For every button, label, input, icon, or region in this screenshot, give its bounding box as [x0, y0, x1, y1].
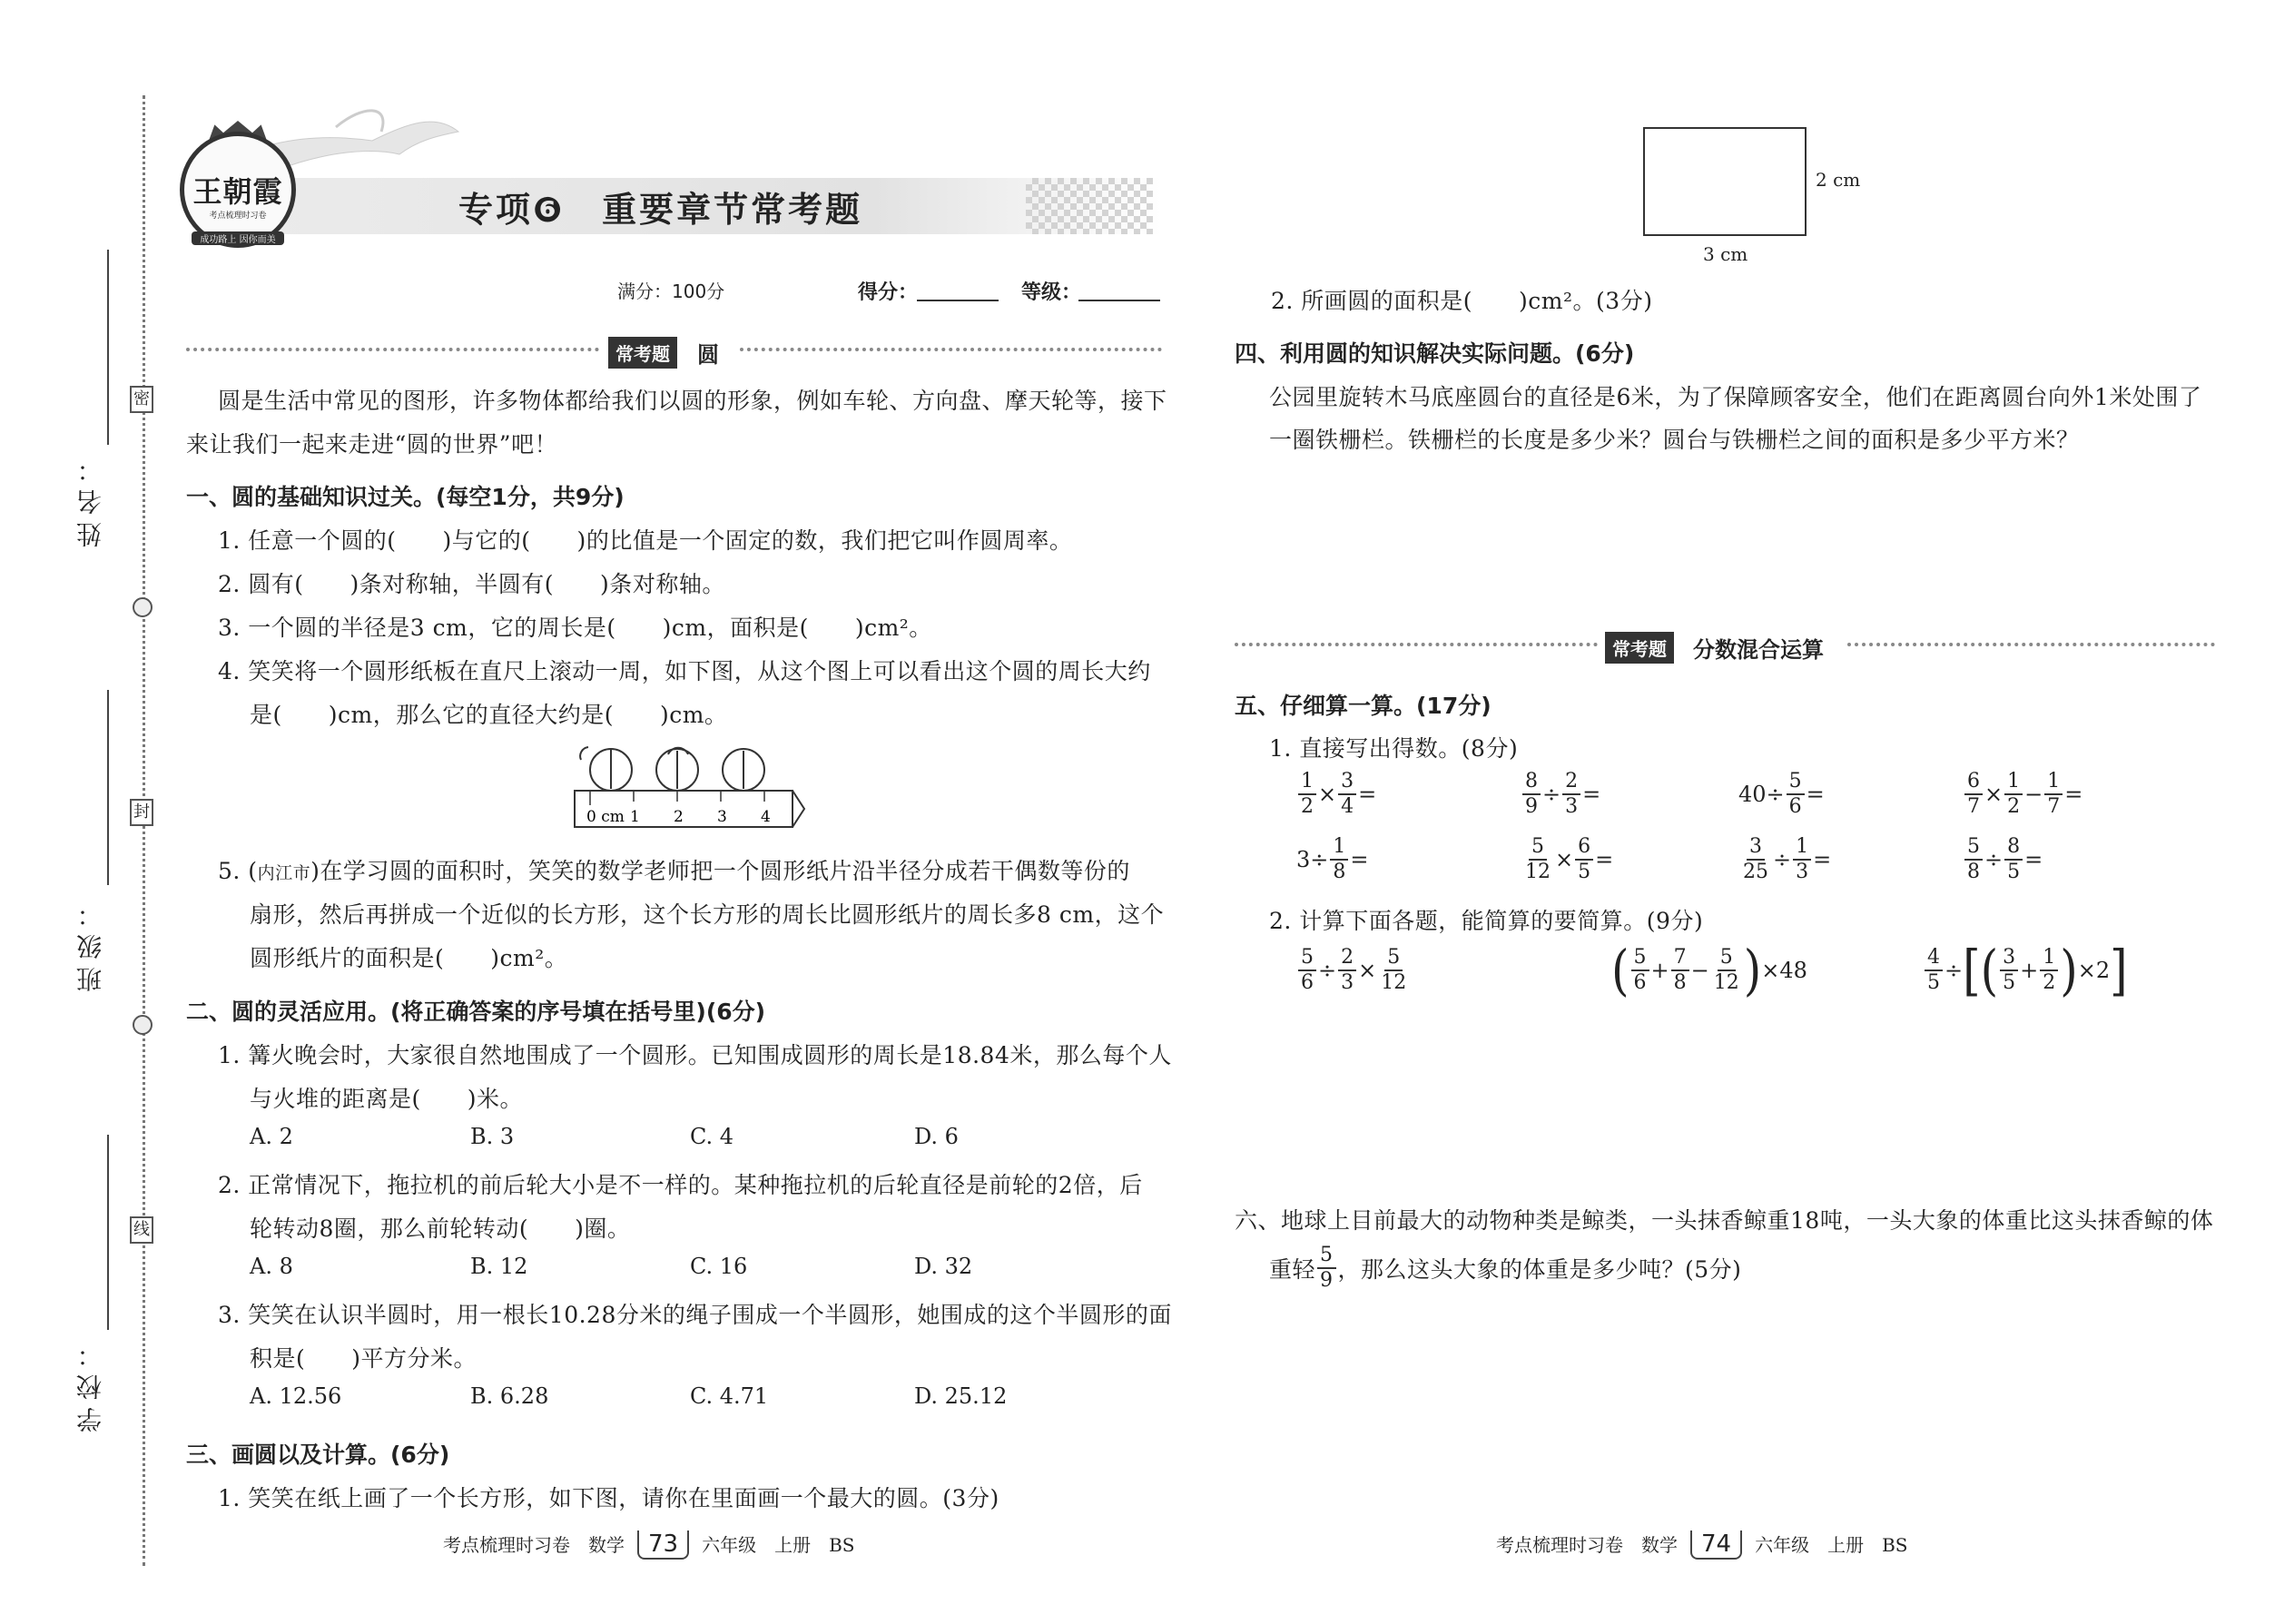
score-label: 得分： [858, 281, 919, 304]
score-blank [917, 281, 999, 301]
ruler-label: 0 cm [586, 808, 625, 826]
part1-q4-line1: 4. 笑笑将一个圆形纸板在直尺上滚动一周，如下图，从这个图上可以看出这个圆的周长大约 [218, 658, 1151, 684]
option-d: D. 32 [914, 1254, 973, 1279]
section-divider-left [1235, 643, 1598, 652]
option-d: D. 6 [914, 1124, 959, 1149]
part6-line2: 重轻 $\frac{5}{9}$ ，那么这头大象的体重是多少吨？(5分) [1269, 1244, 1742, 1292]
section-divider-left [186, 348, 599, 357]
calc-expression-1: $\frac{5}{6}$ ÷ $\frac{2}{3}$ × $\frac{5}{12}$ [1296, 946, 1411, 995]
binding-hole-icon [133, 597, 153, 617]
ruler-label: 4 [761, 808, 771, 826]
page-number: 73 [637, 1530, 689, 1560]
rolling-circle-ruler-figure [570, 740, 811, 840]
part1-q2: 2. 圆有( )条对称轴，半圆有( )条对称轴。 [218, 571, 725, 597]
name-write-line [107, 250, 109, 445]
part2-heading: 二、圆的灵活应用。(将正确答案的序号填在括号里)(6分) [186, 999, 766, 1025]
section-divider-right [1847, 643, 2215, 652]
option-a: A. 8 [250, 1254, 293, 1279]
calc-item: $\frac{5}{12}$ × $\frac{6}{5}$ = [1525, 835, 1614, 883]
part1-heading: 一、圆的基础知识过关。(每空1分，共9分) [186, 484, 625, 510]
part4-line2: 一圈铁栅栏。铁栅栏的长度是多少米？圆台与铁栅栏之间的面积是多少平方米？ [1269, 427, 2080, 453]
option-b: B. 12 [470, 1254, 528, 1279]
page-title: 专项❻ 重要章节常考题 [458, 190, 863, 230]
part4-line1: 公园里旋转木马底座圆台的直径是6米，为了保障顾客安全，他们在距离圆台向外1米处围了 [1269, 384, 2202, 410]
calc-item: 3 ÷ $\frac{1}{8}$ = [1296, 835, 1369, 883]
option-a: A. 2 [250, 1124, 293, 1149]
option-a: A. 12.56 [250, 1383, 342, 1409]
rectangle-figure [1643, 127, 1807, 236]
binding-dotted-line [143, 95, 145, 1566]
calc-item: $\frac{1}{2}$ × $\frac{3}{4}$ = [1296, 770, 1376, 819]
part3-q1: 1. 笑笑在纸上画了一个长方形，如下图，请你在里面画一个最大的圆。(3分) [218, 1485, 999, 1511]
section-name: 分数混合运算 [1693, 637, 1824, 663]
logo-subtext: 考点梳理时习卷 [209, 212, 267, 221]
part1-q3: 3. 一个圆的半径是3 cm，它的周长是( )cm，面积是( )cm²。 [218, 615, 932, 641]
calc-item: $\frac{8}{9}$ ÷ $\frac{2}{3}$ = [1521, 770, 1600, 819]
school-label: 学校： [75, 1334, 105, 1432]
part1-q1: 1. 任意一个圆的( )与它的( )的比值是一个固定的数，我们把它叫作圆周率。 [218, 527, 1073, 554]
intro-line-1: 圆是生活中常见的图形，许多物体都给我们以圆的形象，例如车轮、方向盘、摩天轮等，接下 [218, 388, 1167, 414]
footer-book: 考点梳理时习卷 数学 [443, 1534, 625, 1556]
part5-heading: 五、仔细算一算。(17分) [1235, 693, 1492, 719]
part5-sub1: 1. 直接写出得数。(8分) [1269, 735, 1519, 762]
logo-text: 王朝霞 [192, 174, 283, 209]
grade-label: 等级： [1021, 281, 1082, 304]
full-score: 满分：100分 [617, 281, 725, 302]
part1-q5-line1: 5. (内江市)在学习圆的面积时，笑笑的数学老师把一个圆形纸片沿半径分成若干偶数等份的 [218, 858, 1130, 884]
name-label: 姓名： [75, 449, 105, 547]
calc-item: $\frac{6}{7}$ × $\frac{1}{2}$ − $\frac{1}{7}$ = [1963, 770, 2082, 819]
part2-q3-line1: 3. 笑笑在认识半圆时，用一根长10.28分米的绳子围成一个半圆形，她围成的这个半圆形的面 [218, 1302, 1172, 1328]
section-tag: 常考题 [608, 337, 677, 369]
ruler-label: 2 [674, 808, 684, 826]
footer-book: 考点梳理时习卷 数学 [1496, 1534, 1678, 1556]
section-tag: 常考题 [1605, 632, 1674, 664]
binding-hole-icon [133, 1015, 153, 1035]
part1-q4-line2: 是( )cm，那么它的直径大约是( )cm。 [250, 702, 728, 728]
region-label: 内江市 [257, 863, 311, 883]
calc-item: $\frac{3}{25}$ ÷ $\frac{1}{3}$ = [1743, 835, 1832, 883]
calc-item: $\frac{5}{8}$ ÷ $\frac{8}{5}$ = [1963, 835, 2043, 884]
banner-checker-pattern [1026, 178, 1153, 234]
ruler-label: 1 [630, 808, 640, 826]
part3-heading: 三、画圆以及计算。(6分) [186, 1442, 450, 1468]
part2-q1-line2: 与火堆的距离是( )米。 [250, 1086, 524, 1112]
rect-height-label: 2 cm [1816, 169, 1861, 191]
school-write-line [107, 1135, 109, 1330]
footer-grade: 六年级 上册 BS [702, 1534, 855, 1556]
ruler-label: 3 [717, 808, 727, 826]
footer-right [1496, 1530, 1908, 1560]
part3-q2: 2. 所画圆的面积是( )cm²。(3分) [1271, 288, 1653, 314]
rect-width-label: 3 cm [1703, 243, 1748, 265]
brand-logo [180, 132, 296, 248]
page-number: 74 [1690, 1530, 1742, 1560]
seal-char-feng: 封 [130, 799, 153, 826]
class-label: 班级： [75, 894, 105, 992]
calc-item: 40 ÷ $\frac{5}{6}$ = [1738, 770, 1825, 818]
part2-q3-line2: 积是( )平方分米。 [250, 1345, 478, 1372]
part2-q1-line1: 1. 篝火晚会时，大家很自然地围成了一个圆形。已知围成圆形的周长是18.84米，那么每个人 [218, 1042, 1172, 1068]
calc-expression-2: ( $\frac{5}{6}$ + $\frac{7}{8}$ − $\frac{5}{12}$ ) × 48 [1611, 939, 1807, 1002]
logo-banner-text: 成功路上 因你而美 [192, 231, 284, 245]
option-c: C. 4.71 [690, 1383, 769, 1409]
part1-q5-line3: 圆形纸片的面积是( )cm²。 [250, 945, 568, 971]
section-divider-right [740, 348, 1162, 357]
class-write-line [107, 690, 109, 885]
option-d: D. 25.12 [914, 1383, 1008, 1409]
part6-line1: 六、地球上目前最大的动物种类是鲸类，一头抹香鲸重18吨，一头大象的体重比这头抹香鲸的体 [1235, 1207, 2214, 1234]
footer-grade: 六年级 上册 BS [1755, 1534, 1908, 1556]
calc-expression-3: $\frac{4}{5}$ ÷ [ ( $\frac{3}{5}$ + $\frac{1}{2}$ ) × 2 ] [1923, 946, 2128, 995]
seal-char-mi: 密 [130, 386, 153, 413]
section-name: 圆 [697, 342, 719, 368]
part5-sub2: 2. 计算下面各题，能简算的要简算。(9分) [1269, 908, 1704, 934]
part2-q2-line2: 轮转动8圈，那么前轮转动( )圈。 [250, 1216, 631, 1242]
option-c: C. 4 [690, 1124, 734, 1149]
intro-line-2: 来让我们一起来走进“圆的世界”吧！ [186, 431, 558, 458]
grade-blank [1078, 281, 1160, 301]
part2-q2-line1: 2. 正常情况下，拖拉机的前后轮大小是不一样的。某种拖拉机的后轮直径是前轮的2倍，后 [218, 1172, 1143, 1198]
part4-heading: 四、利用圆的知识解决实际问题。(6分) [1235, 340, 1635, 367]
option-c: C. 16 [690, 1254, 748, 1279]
seal-char-xian: 线 [130, 1216, 153, 1244]
option-b: B. 6.28 [470, 1383, 549, 1409]
option-b: B. 3 [470, 1124, 515, 1149]
footer-left [443, 1530, 855, 1560]
part1-q5-line2: 扇形，然后再拼成一个近似的长方形，这个长方形的周长比圆形纸片的周长多8 cm，这个 [250, 901, 1165, 928]
